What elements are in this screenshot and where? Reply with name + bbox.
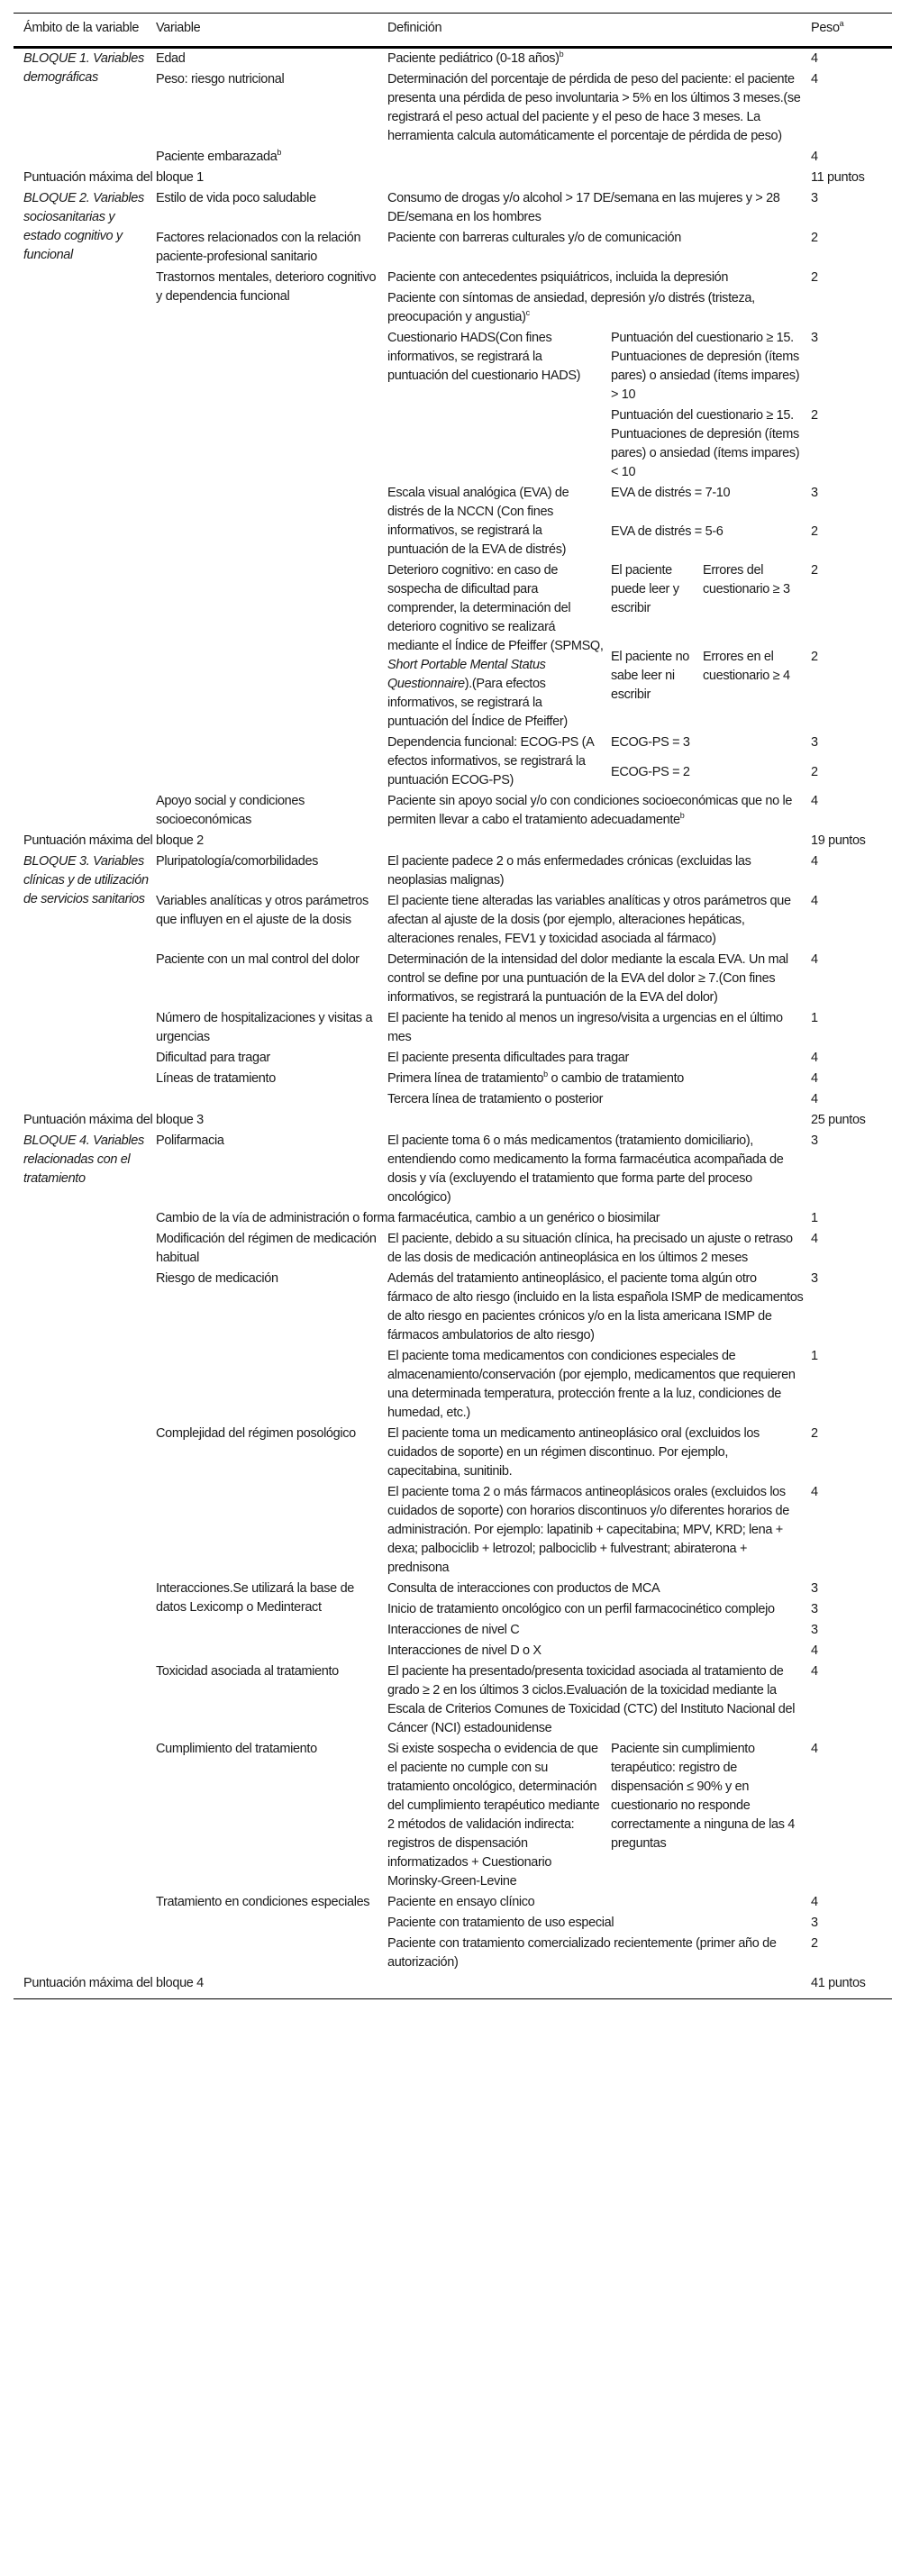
cell-text: Paciente pediátrico (0-18 años)	[387, 51, 560, 66]
definition-cell	[611, 483, 811, 522]
definition-cell	[156, 69, 387, 147]
cell-text: Puntuación del cuestionario ≥ 15. Puntuaciones de depresión (ítems pares) o ansiedad (ítems impares) < 10	[611, 408, 800, 479]
cell-text: Puntuación del cuestionario ≥ 15. Puntuaciones de depresión (ítems pares) o ansiedad (ítems impares) > 10	[611, 331, 800, 402]
cell-text: Interacciones de nivel C	[387, 1623, 520, 1637]
cell-text: El paciente, debido a su situación clínica, ha precisado un ajuste o retraso de las dosis de medicación antineoplásica en los últimos 2 meses	[387, 1232, 793, 1265]
peso-cell	[811, 1346, 892, 1424]
peso-cell	[811, 69, 892, 147]
cell-text: Paciente con tratamiento comercializado recientemente (primer año de autorización)	[387, 1936, 777, 1970]
definition-cell	[387, 950, 811, 1008]
block-total-label	[14, 831, 811, 851]
peso-cell	[811, 1424, 892, 1482]
definition-cell	[387, 1739, 611, 1892]
definition-cell	[611, 522, 811, 560]
block-title: BLOQUE 2. Variables sociosanitarias y estado cognitivo y funcional	[23, 191, 144, 262]
cell-text: Errores en el cuestionario ≥ 4	[703, 649, 790, 683]
cell-text: ECOG-PS = 3	[611, 735, 690, 750]
peso-cell	[811, 1641, 892, 1661]
definition-cell	[387, 560, 611, 733]
cell-text: Si existe sospecha o evidencia de que el paciente no cumple con su tratamiento oncológico, determinación del cumplimiento terapéutico mediante 2 métodos de validación indirecta: registros de dispensación informatizados + Cuestionario Morinsky-Green-Levine	[387, 1742, 600, 1889]
total-value-text: 19 puntos	[811, 833, 866, 848]
definition-cell	[156, 1269, 387, 1424]
peso-value: 4	[811, 1742, 818, 1756]
peso-cell	[811, 1739, 892, 1892]
header-peso	[811, 14, 892, 48]
definition-cell	[611, 560, 703, 647]
block-ambito-cell	[14, 851, 156, 1110]
definition-cell	[611, 328, 811, 405]
peso-cell	[811, 328, 892, 405]
definition-cell	[156, 891, 387, 950]
peso-value: 3	[811, 1623, 818, 1637]
definition-cell	[387, 1269, 811, 1346]
peso-value: 3	[811, 331, 818, 345]
block-title: BLOQUE 1. Variables demográficas	[23, 51, 144, 85]
block-ambito-cell	[14, 188, 156, 831]
cell-text: Riesgo de medicación	[156, 1271, 278, 1286]
cell-text: El paciente ha tenido al menos un ingreso/visita a urgencias en el último mes	[387, 1011, 783, 1044]
peso-cell	[811, 1208, 892, 1229]
definition-cell	[611, 405, 811, 483]
header-ambito: Ámbito de la variable	[23, 21, 140, 35]
cell-text: Paciente en ensayo clínico	[387, 1895, 535, 1909]
definition-cell	[387, 1229, 811, 1269]
cell-text: Además del tratamiento antineoplásico, el paciente toma algún otro fármaco de alto riesgo (incluido en la lista española ISMP de medicamentos de alto riesgo en pacientes crónicos y/o en la lista americana ISMP de fármacos ambulatorios de alto riesgo)	[387, 1271, 804, 1343]
cell-text: El paciente no sabe leer ni escribir	[611, 649, 689, 702]
peso-cell	[811, 851, 892, 891]
definition-cell	[387, 1892, 811, 1913]
definition-cell	[387, 1661, 811, 1739]
definition-cell	[387, 891, 811, 950]
block-total-label	[14, 168, 811, 188]
table-row	[14, 188, 892, 228]
definition-cell	[611, 1739, 811, 1892]
definition-cell	[387, 48, 811, 70]
peso-cell	[811, 147, 892, 168]
cell-text: Cumplimiento del tratamiento	[156, 1742, 317, 1756]
block-total-value	[811, 831, 892, 851]
definition-cell	[387, 1069, 811, 1089]
definition-cell	[156, 1739, 387, 1892]
table-header	[14, 14, 892, 48]
cell-text: Complejidad del régimen posológico	[156, 1426, 356, 1441]
peso-cell	[811, 268, 892, 288]
cell-text: Consumo de drogas y/o alcohol > 17 DE/semana en las mujeres y > 28 DE/semana en los hombres	[387, 191, 780, 224]
peso-value: 3	[811, 486, 818, 500]
text-segment: Primera línea de tratamiento	[387, 1071, 544, 1086]
definition-cell	[156, 950, 387, 1008]
peso-cell	[811, 560, 892, 647]
peso-cell	[811, 1579, 892, 1599]
total-value-text: 25 puntos	[811, 1113, 866, 1127]
table-row	[14, 1131, 892, 1208]
block-total-row	[14, 1110, 892, 1131]
total-value-text: 11 puntos	[811, 170, 865, 185]
definition-cell	[703, 647, 811, 733]
peso-value: 2	[811, 524, 818, 539]
footnote-marker: c	[525, 308, 530, 317]
header-peso-label: Peso	[811, 21, 840, 35]
block-total-row	[14, 168, 892, 188]
block-title: BLOQUE 4. Variables relacionadas con el tratamiento	[23, 1133, 144, 1186]
text-segment: Deterioro cognitivo: en caso de sospecha de dificultad para comprender, la determinación del deterioro cognitivo se realizará mediante el Índice de Pfeiffer (SPMSQ,	[387, 563, 604, 653]
peso-value: 3	[811, 1581, 818, 1596]
definition-cell	[156, 1579, 387, 1661]
cell-text: Determinación de la intensidad del dolor mediante la escala EVA. Un mal control se define por una puntuación de la EVA del dolor ≥ 7.(Con fines informativos, se registrará la puntuación de la EVA del dolor)	[387, 952, 788, 1005]
peso-value: 2	[811, 563, 818, 578]
definition-cell	[387, 1641, 811, 1661]
total-value-text: 41 puntos	[811, 1976, 866, 1990]
definition-cell	[156, 851, 387, 891]
peso-value: 3	[811, 1133, 818, 1148]
peso-cell	[811, 1913, 892, 1934]
definition-cell	[387, 851, 811, 891]
peso-value: 2	[811, 1936, 818, 1951]
footnote-marker: b	[543, 1070, 548, 1079]
cell-text: El paciente padece 2 o más enfermedades crónicas (excluidas las neoplasias malignas)	[387, 854, 751, 887]
peso-cell	[811, 733, 892, 762]
cell-text: Peso: riesgo nutricional	[156, 72, 285, 86]
peso-value: 4	[811, 952, 818, 967]
peso-value: 4	[811, 1643, 818, 1658]
definition-cell	[387, 1424, 811, 1482]
peso-cell	[811, 1089, 892, 1110]
cell-text: Cambio de la vía de administración o forma farmacéutica, cambio a un genérico o biosimilar	[156, 1211, 660, 1225]
peso-cell	[811, 1661, 892, 1739]
peso-cell	[811, 1269, 892, 1346]
cell-text: Paciente embarazada	[156, 150, 278, 164]
peso-cell	[811, 288, 892, 328]
peso-value: 4	[811, 794, 818, 808]
cell-text: Determinación del porcentaje de pérdida de peso del paciente: el paciente presenta una pérdida de peso involuntaria > 5% en los últimos 3 meses.(se registrará el peso actual del paciente y el peso de hace 3 meses. La herramienta calcula automáticamente el porcentaje de pérdida de peso)	[387, 72, 801, 143]
peso-cell	[811, 1482, 892, 1579]
definition-cell	[387, 228, 811, 268]
peso-cell	[811, 1048, 892, 1069]
peso-value: 4	[811, 1895, 818, 1909]
footnote-marker: b	[679, 811, 685, 820]
total-label-text: Puntuación máxima del bloque 4	[23, 1976, 204, 1990]
cell-text: ECOG-PS = 2	[611, 764, 690, 779]
peso-cell	[811, 791, 892, 831]
peso-value: 4	[811, 894, 818, 908]
definition-cell	[387, 1048, 811, 1069]
peso-cell	[811, 1131, 892, 1208]
cell-text: EVA de distrés = 5-6	[611, 524, 724, 539]
definition-cell	[387, 483, 611, 560]
footnote-marker: b	[559, 50, 564, 59]
peso-cell	[811, 1008, 892, 1048]
cell-text: Líneas de tratamiento	[156, 1071, 276, 1086]
definition-cell	[387, 1089, 811, 1110]
definition-cell	[387, 733, 611, 791]
cell-text: Escala visual analógica (EVA) de distrés de la NCCN (Con fines informativos, se registrará la puntuación de la EVA de distrés)	[387, 486, 569, 557]
peso-value: 2	[811, 231, 818, 245]
block-ambito-cell	[14, 1131, 156, 1973]
cell-text: Pluripatología/comorbilidades	[156, 854, 319, 869]
definition-cell	[387, 1131, 811, 1208]
definition-cell	[156, 228, 387, 268]
cell-text: Toxicidad asociada al tratamiento	[156, 1664, 339, 1679]
table-row	[14, 851, 892, 891]
cell-text: Inicio de tratamiento oncológico con un perfil farmacocinético complejo	[387, 1602, 775, 1616]
peso-value: 3	[811, 735, 818, 750]
definition-cell	[387, 328, 611, 483]
peso-value: 4	[811, 1664, 818, 1679]
cell-text: Cuestionario HADS(Con fines informativos, se registrará la puntuación del cuestionario HADS)	[387, 331, 581, 383]
total-label-text: Puntuación máxima del bloque 2	[23, 833, 204, 848]
cell-text: El paciente toma medicamentos con condiciones especiales de almacenamiento/conservación (por ejemplo, medicamentos que requieren una determinada temperatura, protección frente a la luz, condiciones de humedad, etc.)	[387, 1349, 796, 1420]
definition-cell	[156, 1229, 387, 1269]
definition-cell	[156, 188, 387, 228]
block-total-value	[811, 1973, 892, 1999]
cell-text: Paciente con síntomas de ansiedad, depresión y/o distrés (tristeza, preocupación y angustia)	[387, 291, 755, 324]
definition-cell	[387, 1579, 811, 1599]
peso-value: 4	[811, 1092, 818, 1106]
definition-cell	[156, 1892, 387, 1973]
definition-cell	[156, 1048, 387, 1069]
cell-text: Paciente con barreras culturales y/o de comunicación	[387, 231, 681, 245]
definition-cell	[156, 48, 387, 70]
definition-cell	[611, 733, 811, 762]
total-label-text: Puntuación máxima del bloque 1	[23, 170, 204, 185]
cell-text: Dificultad para tragar	[156, 1051, 270, 1065]
peso-value: 2	[811, 764, 818, 779]
peso-cell	[811, 1599, 892, 1620]
peso-cell	[811, 405, 892, 483]
definition-cell	[156, 1208, 811, 1229]
cell-text: El paciente tiene alteradas las variables analíticas y otros parámetros que afectan al ajuste de la dosis (por ejemplo, alteraciones hepáticas, alteraciones renales, FEV1 y toxicidad asociada al fármaco)	[387, 894, 791, 946]
definition-cell	[387, 1620, 811, 1641]
peso-cell	[811, 188, 892, 228]
definition-cell	[387, 1599, 811, 1620]
peso-value: 4	[811, 854, 818, 869]
cell-text: Número de hospitalizaciones y visitas a urgencias	[156, 1011, 373, 1044]
definition-cell	[387, 1008, 811, 1048]
peso-cell	[811, 1892, 892, 1913]
peso-cell	[811, 522, 892, 560]
definition-cell	[387, 791, 811, 831]
cell-text: Variables analíticas y otros parámetros que influyen en el ajuste de la dosis	[156, 894, 369, 927]
cell-text: El paciente presenta dificultades para tragar	[387, 1051, 629, 1065]
cell-text: Apoyo social y condiciones socioeconómicas	[156, 794, 305, 827]
peso-value: 4	[811, 150, 818, 164]
definition-cell	[387, 188, 811, 228]
peso-cell	[811, 762, 892, 792]
peso-cell	[811, 228, 892, 268]
peso-value: 4	[811, 1232, 818, 1246]
peso-cell	[811, 1620, 892, 1641]
cell-text: Paciente sin apoyo social y/o con condiciones socioeconómicas que no le permiten llevar a cabo el tratamiento adecuadamente	[387, 794, 793, 827]
definition-cell	[611, 647, 703, 733]
block-title: BLOQUE 3. Variables clínicas y de utilización de servicios sanitarios	[23, 854, 149, 906]
peso-value: 3	[811, 1916, 818, 1930]
definition-cell	[156, 791, 387, 831]
cell-text: Polifarmacia	[156, 1133, 224, 1148]
definition-cell	[156, 268, 387, 791]
definition-cell	[387, 69, 811, 147]
block-ambito-cell	[14, 48, 156, 168]
peso-cell	[811, 1069, 892, 1089]
peso-value: 4	[811, 51, 818, 66]
block-total-row	[14, 831, 892, 851]
definition-cell	[387, 268, 811, 288]
text-segment: Short Portable Mental Status Questionnaire	[387, 658, 546, 691]
definition-cell	[387, 1346, 811, 1424]
peso-value: 2	[811, 270, 818, 285]
definition-cell	[611, 762, 811, 792]
peso-cell	[811, 1934, 892, 1973]
cell-text: Paciente con tratamiento de uso especial	[387, 1916, 614, 1930]
cell-text: Estilo de vida poco saludable	[156, 191, 316, 205]
cell-text: Edad	[156, 51, 186, 66]
cell-text: Modificación del régimen de medicación habitual	[156, 1232, 377, 1265]
cell-text: El paciente toma 2 o más fármacos antineoplásicos orales (excluidos los cuidados de soporte) con horarios discontinuos y/o diferentes horarios de administración. Por ejemplo: lapatinib + capecitabina; MPV, KRD; lena + dexa; palbociclib + letrozol; palbociclib + fulvestrant; abiraterona + prednisona	[387, 1485, 789, 1575]
peso-cell	[811, 647, 892, 733]
table-body	[14, 48, 892, 1999]
text-segment: ).(Para efectos informativos, se registrará la puntuación del Índice de Pfeiffer)	[387, 677, 568, 729]
cell-text: EVA de distrés = 7-10	[611, 486, 731, 500]
peso-value: 2	[811, 408, 818, 423]
cell-text: El paciente toma 6 o más medicamentos (tratamiento domiciliario), entendiendo como medicamento la forma farmacéutica acompañada de dosis y vía (excluyendo el tratamiento que forma parte del proceso oncológico)	[387, 1133, 784, 1205]
cell-text: El paciente toma un medicamento antineoplásico oral (excluidos los cuidados de soporte) en un régimen discontinuo. Por ejemplo, capecitabina, sunitinib.	[387, 1426, 760, 1479]
definition-cell	[156, 1661, 387, 1739]
peso-cell	[811, 48, 892, 70]
cell-text: Tercera línea de tratamiento o posterior	[387, 1092, 604, 1106]
peso-cell	[811, 483, 892, 522]
header-variable: Variable	[156, 21, 201, 35]
peso-value: 4	[811, 72, 818, 86]
text-segment: o cambio de tratamiento	[547, 1071, 684, 1086]
peso-value: 1	[811, 1349, 818, 1363]
peso-value: 1	[811, 1011, 818, 1025]
peso-value: 3	[811, 1271, 818, 1286]
cell-text: Trastornos mentales, deterioro cognitivo y dependencia funcional	[156, 270, 377, 304]
cell-text: Paciente con antecedentes psiquiátricos, incluida la depresión	[387, 270, 729, 285]
cell-text: El paciente puede leer y escribir	[611, 563, 679, 615]
cell-text: El paciente ha presentado/presenta toxicidad asociada al tratamiento de grado ≥ 2 en los últimos 3 ciclos.Evaluación de la toxicidad mediante la Escala de Criterios Comunes de Toxicidad (CTC) del Instituto Nacional del Cáncer (NCI) estadounidense	[387, 1664, 796, 1735]
cell-text: Interacciones.Se utilizará la base de datos Lexicomp o Medinteract	[156, 1581, 354, 1615]
peso-value: 2	[811, 1426, 818, 1441]
footnote-marker: b	[277, 148, 282, 157]
total-label-text: Puntuación máxima del bloque 3	[23, 1113, 204, 1127]
cell-text: Tratamiento en condiciones especiales	[156, 1895, 370, 1909]
definition-cell	[387, 288, 811, 328]
block-total-label	[14, 1973, 811, 1999]
cell-text: Paciente con un mal control del dolor	[156, 952, 359, 967]
cell-text: Consulta de interacciones con productos de MCA	[387, 1581, 660, 1596]
peso-value: 3	[811, 191, 818, 205]
definition-cell	[156, 1424, 387, 1579]
risk-variables-table	[14, 13, 892, 1999]
cell-text: Errores del cuestionario ≥ 3	[703, 563, 790, 596]
definition-cell	[387, 147, 811, 168]
definition-cell	[387, 1913, 811, 1934]
peso-cell	[811, 950, 892, 1008]
block-total-value	[811, 168, 892, 188]
definition-cell	[156, 1008, 387, 1048]
header-definicion: Definición	[387, 21, 442, 35]
cell-text: Paciente sin cumplimiento terapéutico: registro de dispensación ≤ 90% y en cuestionario no responde correctamente a ninguna de las 4 preguntas	[611, 1742, 796, 1851]
definition-cell	[387, 1482, 811, 1579]
peso-value: 4	[811, 1051, 818, 1065]
definition-cell	[156, 1069, 387, 1110]
peso-value: 1	[811, 1211, 818, 1225]
cell-text: Factores relacionados con la relación paciente-profesional sanitario	[156, 231, 361, 264]
block-total-label	[14, 1110, 811, 1131]
footnote-marker: a	[839, 19, 844, 28]
definition-cell	[387, 1934, 811, 1973]
block-total-value	[811, 1110, 892, 1131]
definition-cell	[156, 1131, 387, 1208]
peso-value: 4	[811, 1485, 818, 1499]
block-total-row	[14, 1973, 892, 1999]
peso-cell	[811, 891, 892, 950]
peso-value: 3	[811, 1602, 818, 1616]
definition-cell	[156, 147, 387, 168]
definition-cell	[703, 560, 811, 647]
cell-text: Dependencia funcional: ECOG-PS (A efectos informativos, se registrará la puntuación ECOG-PS)	[387, 735, 594, 787]
peso-cell	[811, 1229, 892, 1269]
cell-text: Interacciones de nivel D o X	[387, 1643, 542, 1658]
peso-value: 4	[811, 1071, 818, 1086]
peso-value: 2	[811, 649, 818, 664]
table-row	[14, 48, 892, 70]
